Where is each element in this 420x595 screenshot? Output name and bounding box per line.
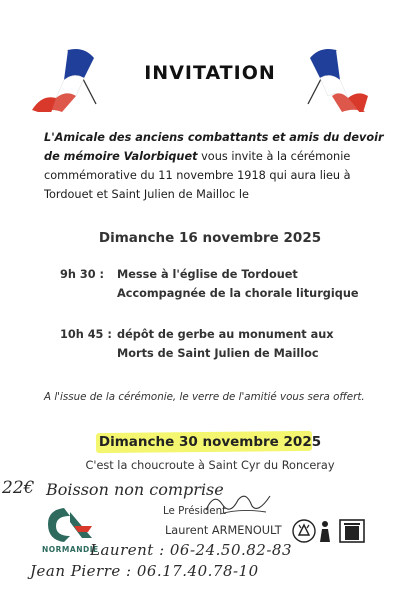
ceremony-date: Dimanche 16 novembre 2025 bbox=[98, 230, 322, 246]
handwritten-price: 22€ bbox=[2, 478, 35, 498]
person-bin-icon bbox=[320, 521, 330, 542]
page-title: INVITATION bbox=[144, 62, 276, 84]
reception-note: A l'issue de la cérémonie, le verre de l'amitié vous sera offert. bbox=[44, 391, 365, 403]
intro-text: vous invite à la cérémonie commémorative du 11 novembre 1918 qui aura lieu à Tordouet et Saint Julien de Mailloc le bbox=[44, 150, 351, 201]
organization-name: L'Amicale des anciens combattants et amis du devoir de mémoire Valorbiquet bbox=[44, 131, 384, 163]
president-name: Laurent ARMENOULT bbox=[165, 524, 282, 537]
recycle-icon bbox=[293, 520, 315, 542]
meal-date: Dimanche 30 novembre 2025 bbox=[98, 434, 322, 450]
program-line: Accompagnée de la chorale liturgique bbox=[117, 287, 359, 300]
logo-region-label: NORMANDIE bbox=[42, 545, 99, 554]
handwritten-phone-1: Laurent : 06-24.50.82-83 bbox=[90, 541, 292, 559]
meal-text: C'est la choucroute à Saint Cyr du Ronceray bbox=[85, 459, 335, 472]
program-line: Messe à l'église de Tordouet bbox=[117, 268, 298, 281]
president-label: Le Président bbox=[163, 505, 227, 517]
trash-bin-icon bbox=[340, 520, 364, 542]
program-line: Morts de Saint Julien de Mailloc bbox=[117, 347, 319, 360]
program-line: dépôt de gerbe au monument aux bbox=[117, 328, 334, 341]
handwritten-drinks-note: Boisson non comprise bbox=[46, 480, 224, 499]
credit-agricole-logo bbox=[40, 504, 100, 544]
program-time: 9h 30 : bbox=[60, 268, 105, 281]
handwritten-phone-2: Jean Pierre : 06.17.40.78-10 bbox=[30, 562, 259, 580]
program-time: 10h 45 : bbox=[60, 328, 112, 341]
recycling-icons bbox=[292, 518, 368, 544]
intro-paragraph bbox=[44, 128, 384, 204]
